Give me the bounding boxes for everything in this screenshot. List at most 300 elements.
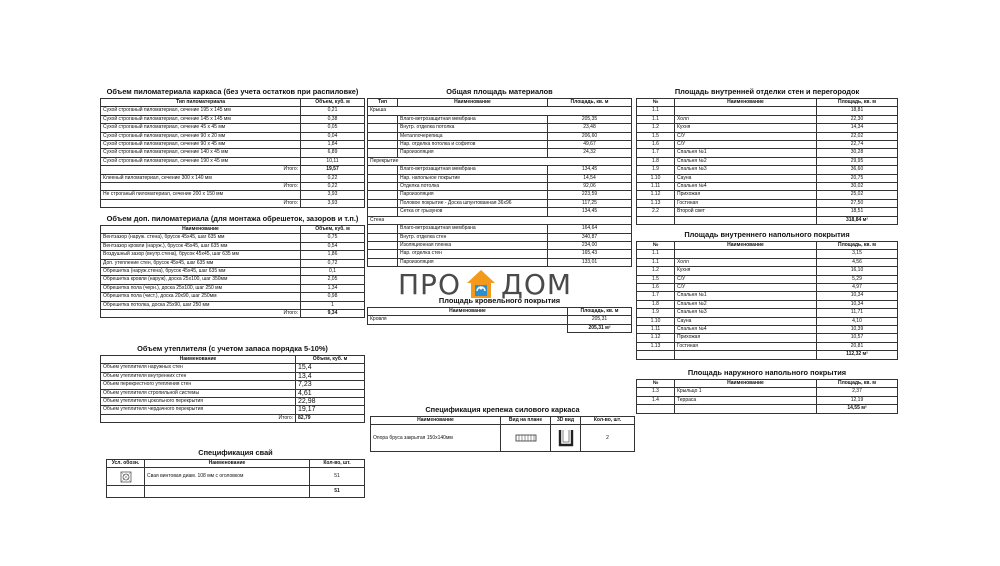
total-row xyxy=(101,183,365,191)
table-cell: 340,87 xyxy=(548,233,632,241)
table-row xyxy=(101,251,365,259)
table-cell: Гостиная xyxy=(675,199,817,207)
table-cell: 16,10 xyxy=(817,267,898,275)
table-row xyxy=(107,468,365,486)
column-header: Наименование xyxy=(145,460,310,468)
table-row xyxy=(637,250,898,258)
table-cell xyxy=(675,351,817,359)
table-cell: 51 xyxy=(310,468,365,486)
table-row xyxy=(368,208,632,216)
table-row xyxy=(637,396,898,404)
table-cell: Изоляционная пленка xyxy=(398,241,548,249)
table-row xyxy=(637,208,898,216)
table-row xyxy=(637,183,898,191)
table-cell: Свая винтовая диам. 108 мм с оголовком xyxy=(145,468,310,486)
table-cell: Итого: xyxy=(101,310,301,318)
table-cell xyxy=(368,199,398,207)
table-cell: Внутр. отделка потолка xyxy=(398,124,548,132)
logo-text-left: ПРО xyxy=(398,268,461,301)
total-row xyxy=(101,310,365,318)
table-cell xyxy=(675,107,817,115)
table-cell: 4,10 xyxy=(817,317,898,325)
table-cell: 318,84 м² xyxy=(817,216,898,224)
table-cell: 0,1 xyxy=(301,268,365,276)
column-header: Наименование xyxy=(398,99,548,107)
table-cell: 12,19 xyxy=(817,396,898,404)
total-row xyxy=(101,199,365,207)
table-row xyxy=(101,141,365,149)
table-cell: Нар. отделка стен xyxy=(398,250,548,258)
table-row xyxy=(101,364,365,372)
table-cell: 1.3 xyxy=(637,388,675,396)
total-materials-area-table xyxy=(367,87,632,267)
table-row xyxy=(101,268,365,276)
column-header: Наименование xyxy=(675,242,817,250)
table-cell: Спальня №4 xyxy=(675,326,817,334)
table-row xyxy=(368,316,632,324)
table-cell: 1.4 xyxy=(637,396,675,404)
piles-spec-table xyxy=(106,448,365,498)
table-cell: Спальня №2 xyxy=(675,157,817,165)
table-row xyxy=(637,300,898,308)
table-cell xyxy=(368,183,398,191)
table-cell: 30,02 xyxy=(817,183,898,191)
table-cell: Кровля xyxy=(368,316,568,324)
table-title: Площадь внутреннего напольного покрытия xyxy=(684,230,850,239)
table-row xyxy=(637,199,898,207)
table-cell: 134,45 xyxy=(548,166,632,174)
column-header: Наименование xyxy=(101,226,301,234)
table-cell: 7,23 xyxy=(296,381,365,389)
table-cell: 0,22 xyxy=(301,174,365,182)
table-cell: 1.6 xyxy=(637,141,675,149)
3d-view-icon xyxy=(551,425,581,452)
table-cell: Сухой строганый пиломатериал, сечение 45 х 45 мм xyxy=(101,124,301,132)
table-cell: Вентзазор (наруж. стена), брусок 45х45, шаг 635 мм xyxy=(101,234,301,242)
table-cell: С/У xyxy=(675,132,817,140)
table-cell: Гостиная xyxy=(675,342,817,350)
table-cell: 18,81 xyxy=(817,107,898,115)
table-cell: Перекрытие xyxy=(368,157,632,165)
plan-view-icon xyxy=(501,425,551,452)
table-row xyxy=(101,406,365,414)
table-cell: 13,4 xyxy=(296,372,365,380)
table-cell: 10,34 xyxy=(817,300,898,308)
column-header: Наименование xyxy=(101,356,296,364)
table-cell: 3,93 xyxy=(301,199,365,207)
table-cell: 11,71 xyxy=(817,309,898,317)
table-cell: 24,32 xyxy=(548,149,632,157)
column-header: Наименование xyxy=(675,99,817,107)
table-cell xyxy=(368,141,398,149)
table-cell: 10,11 xyxy=(301,157,365,165)
table-cell: 1.6 xyxy=(637,284,675,292)
table-cell: 205,31 xyxy=(568,316,632,324)
table-row xyxy=(637,115,898,123)
table-cell xyxy=(368,233,398,241)
table-cell: Сетка от грызунов xyxy=(398,208,548,216)
table-cell: 20,75 xyxy=(817,174,898,182)
logo-text-right: ДОМ xyxy=(500,268,573,301)
table-cell: 1.2 xyxy=(637,267,675,275)
table-row xyxy=(637,309,898,317)
table-cell: Спальня №3 xyxy=(675,166,817,174)
column-header: Кол-во, шт. xyxy=(310,460,365,468)
table-cell: 205,35 xyxy=(548,115,632,123)
table-cell: 165,43 xyxy=(548,250,632,258)
table-cell: Половое покрытие - Доска шпунтованная 36х96 xyxy=(398,199,548,207)
table-cell: 1 xyxy=(301,301,365,309)
table-row xyxy=(101,398,365,406)
table-row xyxy=(368,174,632,182)
table-cell xyxy=(368,174,398,182)
table-cell: 133,01 xyxy=(548,258,632,266)
table-row xyxy=(637,174,898,182)
table-cell: 1.12 xyxy=(637,334,675,342)
table-row xyxy=(637,191,898,199)
table-cell: 4,97 xyxy=(817,284,898,292)
table-cell: Сухой строганый пиломатериал, сечение 195 х 145 мм xyxy=(101,107,301,115)
table-cell: Сауна xyxy=(675,174,817,182)
table-cell: 0,54 xyxy=(301,242,365,250)
table-cell: 92,06 xyxy=(548,183,632,191)
total-row xyxy=(637,405,898,413)
table-cell: 22,74 xyxy=(817,141,898,149)
column-header: Наименование xyxy=(675,380,817,388)
table-row xyxy=(637,267,898,275)
table-cell xyxy=(107,486,145,498)
table-row xyxy=(368,132,632,140)
table-cell xyxy=(368,324,568,332)
table-cell: 1.5 xyxy=(637,132,675,140)
column-header: Наименование xyxy=(368,308,568,316)
table-row xyxy=(101,381,365,389)
table-cell: 1.7 xyxy=(637,292,675,300)
table-cell: 164,64 xyxy=(548,225,632,233)
table-cell: Объем перекрестного утепления стен xyxy=(101,381,296,389)
table-cell: Влаго-ветрозащитная мембрана xyxy=(398,166,548,174)
table-cell: Сухой строганый пиломатериал, сечение 190 х 45 мм xyxy=(101,157,301,165)
table-row xyxy=(637,388,898,396)
frame-fasteners-spec-table xyxy=(370,405,635,452)
table-cell: Металлочерепица xyxy=(398,132,548,140)
table-cell: 19,17 xyxy=(296,406,365,414)
table-cell: 82,79 xyxy=(296,414,365,422)
table-cell: 4,61 xyxy=(296,389,365,397)
table-cell: Спальня №1 xyxy=(675,292,817,300)
table-row xyxy=(368,191,632,199)
table-cell xyxy=(368,191,398,199)
table-row xyxy=(637,132,898,140)
table-title: Площадь внутренней отделки стен и перегородок xyxy=(674,87,860,96)
table-row xyxy=(637,166,898,174)
table-row xyxy=(368,166,632,174)
table-cell: Объем утеплителя наружных стен xyxy=(101,364,296,372)
table-cell: Кухня xyxy=(675,267,817,275)
table-cell xyxy=(675,405,817,413)
table-cell: 0,38 xyxy=(301,115,365,123)
table-cell: Холл xyxy=(675,115,817,123)
table-cell: 1.1 xyxy=(637,250,675,258)
table-row xyxy=(101,372,365,380)
table-cell: 206,60 xyxy=(548,132,632,140)
column-header: Объем, куб. м xyxy=(301,99,365,107)
table-cell: 49,67 xyxy=(548,141,632,149)
table-row xyxy=(637,275,898,283)
table-cell: Прихожая xyxy=(675,334,817,342)
insulation-volume-table xyxy=(100,344,365,423)
table-cell: 22,02 xyxy=(817,132,898,140)
table-title: Объем пиломатериала каркаса (без учета остатков при распиловке) xyxy=(106,87,359,96)
table-cell xyxy=(368,208,398,216)
table-cell: Итого: xyxy=(101,166,301,174)
table-cell xyxy=(368,225,398,233)
table-title: Объем утеплителя (с учетом запаса порядка 5-10%) xyxy=(137,344,328,353)
table-cell: 30,28 xyxy=(817,149,898,157)
table-cell: Воздушный зазор (внутр.стена), брусок 45х45, шаг 635 мм xyxy=(101,251,301,259)
table-cell: 23,48 xyxy=(548,124,632,132)
column-header: Кол-во, шт. xyxy=(581,417,635,425)
table-cell xyxy=(368,124,398,132)
table-cell: 1.11 xyxy=(637,183,675,191)
table-cell: Сауна xyxy=(675,317,817,325)
column-header: Площадь, кв. м xyxy=(817,242,898,250)
table-row xyxy=(368,241,632,249)
table-row xyxy=(101,301,365,309)
table-cell: 25,02 xyxy=(817,191,898,199)
table-cell: С/У xyxy=(675,141,817,149)
table-cell: 234,00 xyxy=(548,241,632,249)
table-cell xyxy=(637,216,675,224)
total-row xyxy=(101,166,365,174)
table-cell: 1.8 xyxy=(637,300,675,308)
table-row xyxy=(637,107,898,115)
table-cell: 0,04 xyxy=(301,132,365,140)
table-row xyxy=(368,225,632,233)
table-cell: С/У xyxy=(675,275,817,283)
table-cell: Кухня xyxy=(675,124,817,132)
table-cell: Не строганый пиломатериал, сечение 200 х 150 мм xyxy=(101,191,301,199)
table-cell: Спальня №4 xyxy=(675,183,817,191)
table-cell: 112,32 м² xyxy=(817,351,898,359)
pile-symbol-icon xyxy=(107,468,145,486)
additional-lumber-table xyxy=(100,214,365,318)
table-cell: 19,57 xyxy=(301,166,365,174)
column-header: № xyxy=(637,99,675,107)
table-cell: 1.10 xyxy=(637,174,675,182)
table-cell: Крыльцо 1 xyxy=(675,388,817,396)
table-cell xyxy=(368,132,398,140)
table-row xyxy=(101,259,365,267)
table-cell: 29,95 xyxy=(817,157,898,165)
table-row xyxy=(637,124,898,132)
table-cell: Сухой строганый пиломатериал, сечение 145 х 145 мм xyxy=(101,115,301,123)
table-row xyxy=(101,191,365,199)
table-cell: 1.13 xyxy=(637,342,675,350)
table-row xyxy=(637,141,898,149)
table-row xyxy=(637,292,898,300)
table-cell: 2.2 xyxy=(637,208,675,216)
column-header: Объем, куб. м xyxy=(296,356,365,364)
table-cell: 6,89 xyxy=(301,149,365,157)
table-cell: Обрешетка пола (чист.), доска 20х90, шаг 250мм xyxy=(101,293,301,301)
table-cell: 1.1 xyxy=(637,115,675,123)
table-cell xyxy=(637,405,675,413)
table-cell: Влаго-ветрозащитная мембрана xyxy=(398,225,548,233)
total-row xyxy=(107,486,365,498)
table-row xyxy=(368,250,632,258)
table-cell: Второй свет xyxy=(675,208,817,216)
table-row xyxy=(101,132,365,140)
table-row xyxy=(368,141,632,149)
column-header: Площадь, кв. м xyxy=(817,99,898,107)
table-cell: Влаго-ветрозащитная мембрана xyxy=(398,115,548,123)
table-cell: Крыша xyxy=(368,107,632,115)
table-cell xyxy=(368,258,398,266)
table-cell: 18,51 xyxy=(817,208,898,216)
table-title: Общая площадь материалов xyxy=(446,87,553,96)
total-row xyxy=(368,324,632,332)
column-header: Площадь, кв. м xyxy=(817,380,898,388)
table-cell: 0,22 xyxy=(301,183,365,191)
table-cell: Стена xyxy=(368,216,632,224)
table-row xyxy=(101,276,365,284)
table-cell: 14,54 xyxy=(548,174,632,182)
table-cell: Холл xyxy=(675,258,817,266)
table-cell: Сухой строганый пиломатериал, сечение 90 х 20 мм xyxy=(101,132,301,140)
table-cell: 1.2 xyxy=(637,124,675,132)
table-row xyxy=(637,149,898,157)
column-header: Тип пиломатериала xyxy=(101,99,301,107)
table-row xyxy=(637,284,898,292)
table-row xyxy=(637,258,898,266)
table-cell: 10,34 xyxy=(817,292,898,300)
table-row xyxy=(637,157,898,165)
table-row xyxy=(637,326,898,334)
table-cell: Обрешетка потолка, доска 25х90, шаг 250 мм xyxy=(101,301,301,309)
column-header: № xyxy=(637,380,675,388)
table-cell: Обрешетка кровли (наруж), доска 25х100, шаг 350мм xyxy=(101,276,301,284)
table-cell: Отделка потолка xyxy=(398,183,548,191)
table-cell: 1.7 xyxy=(637,149,675,157)
table-row xyxy=(368,149,632,157)
table-cell: Терраса xyxy=(675,396,817,404)
table-cell xyxy=(637,351,675,359)
table-cell xyxy=(368,166,398,174)
table-cell: 0,72 xyxy=(301,259,365,267)
table-cell: 10,57 xyxy=(817,334,898,342)
table-cell: 36,60 xyxy=(817,166,898,174)
table-cell: Спальня №3 xyxy=(675,309,817,317)
table-cell: 1.9 xyxy=(637,309,675,317)
table-cell: Внутр. отделка стен xyxy=(398,233,548,241)
table-cell: 0,98 xyxy=(301,293,365,301)
table-row xyxy=(637,317,898,325)
table-cell: 3,15 xyxy=(817,250,898,258)
table-row xyxy=(368,233,632,241)
table-title: Спецификация крепежа силового каркаса xyxy=(425,405,580,414)
total-row xyxy=(637,216,898,224)
table-cell: 2 xyxy=(581,425,635,452)
group-row xyxy=(368,107,632,115)
table-cell: 1.12 xyxy=(637,191,675,199)
table-cell: Пароизоляция xyxy=(398,191,548,199)
table-row xyxy=(101,389,365,397)
table-cell: 0,75 xyxy=(301,234,365,242)
table-row xyxy=(101,157,365,165)
table-cell: Спальня №1 xyxy=(675,149,817,157)
table-row xyxy=(368,258,632,266)
table-cell: 134,45 xyxy=(548,208,632,216)
table-row xyxy=(101,234,365,242)
table-row xyxy=(101,174,365,182)
table-cell: 1.8 xyxy=(637,157,675,165)
total-row xyxy=(637,351,898,359)
table-cell xyxy=(675,250,817,258)
table-row xyxy=(101,284,365,292)
table-cell: 1.11 xyxy=(637,326,675,334)
table-row xyxy=(101,107,365,115)
lumber-frame-volume-table xyxy=(100,87,365,208)
table-cell: 1,84 xyxy=(301,141,365,149)
table-cell: 2,37 xyxy=(817,388,898,396)
table-cell: 205,31 м² xyxy=(568,324,632,332)
table-cell: Нар. напольное покрытие xyxy=(398,174,548,182)
table-row xyxy=(101,149,365,157)
table-cell: 9,34 xyxy=(301,310,365,318)
table-cell xyxy=(368,149,398,157)
group-row xyxy=(368,157,632,165)
table-cell: 1.10 xyxy=(637,317,675,325)
table-cell: 1.1 xyxy=(637,107,675,115)
column-header: Вид на плане xyxy=(501,417,551,425)
table-cell: 15,4 xyxy=(296,364,365,372)
table-row xyxy=(368,124,632,132)
table-row xyxy=(101,293,365,301)
table-cell: 1.9 xyxy=(637,166,675,174)
column-header: 3D вид xyxy=(551,417,581,425)
interior-floor-covering-table xyxy=(636,230,898,360)
table-cell xyxy=(368,241,398,249)
table-cell: Итого: xyxy=(101,414,296,422)
table-cell: 22,30 xyxy=(817,115,898,123)
table-cell: 20,81 xyxy=(817,342,898,350)
table-title: Спецификация свай xyxy=(198,448,273,457)
table-cell: Клееный пиломатериал, сечение 300 х 140 мм xyxy=(101,174,301,182)
table-cell: 2,05 xyxy=(301,276,365,284)
table-cell: 14,55 м² xyxy=(817,405,898,413)
table-cell: 3,93 xyxy=(301,191,365,199)
table-cell: Прихожая xyxy=(675,191,817,199)
table-cell: Опора бруса закрытая 150х140мм xyxy=(371,425,501,452)
table-cell: Объем утеплителя цокольного перекрытия xyxy=(101,398,296,406)
table-cell: 1,34 xyxy=(301,284,365,292)
table-cell: 117,25 xyxy=(548,199,632,207)
column-header: Площадь, кв. м xyxy=(568,308,632,316)
exterior-floor-covering-table xyxy=(636,368,898,414)
table-cell: 10,39 xyxy=(817,326,898,334)
column-header: № xyxy=(637,242,675,250)
table-cell: 1,86 xyxy=(301,251,365,259)
column-header: Площадь, кв. м xyxy=(548,99,632,107)
table-cell: Итого: xyxy=(101,183,301,191)
table-row xyxy=(368,183,632,191)
table-cell: Пароизоляция xyxy=(398,258,548,266)
table-cell: Обрешетка пола (черн.), доска 25х100, шаг 250 мм xyxy=(101,284,301,292)
column-header: Наименование xyxy=(371,417,501,425)
table-cell: 0,21 xyxy=(301,107,365,115)
table-title: Объем доп. пиломатериала (для монтажа обрешеток, зазоров и т.п.) xyxy=(106,214,359,223)
